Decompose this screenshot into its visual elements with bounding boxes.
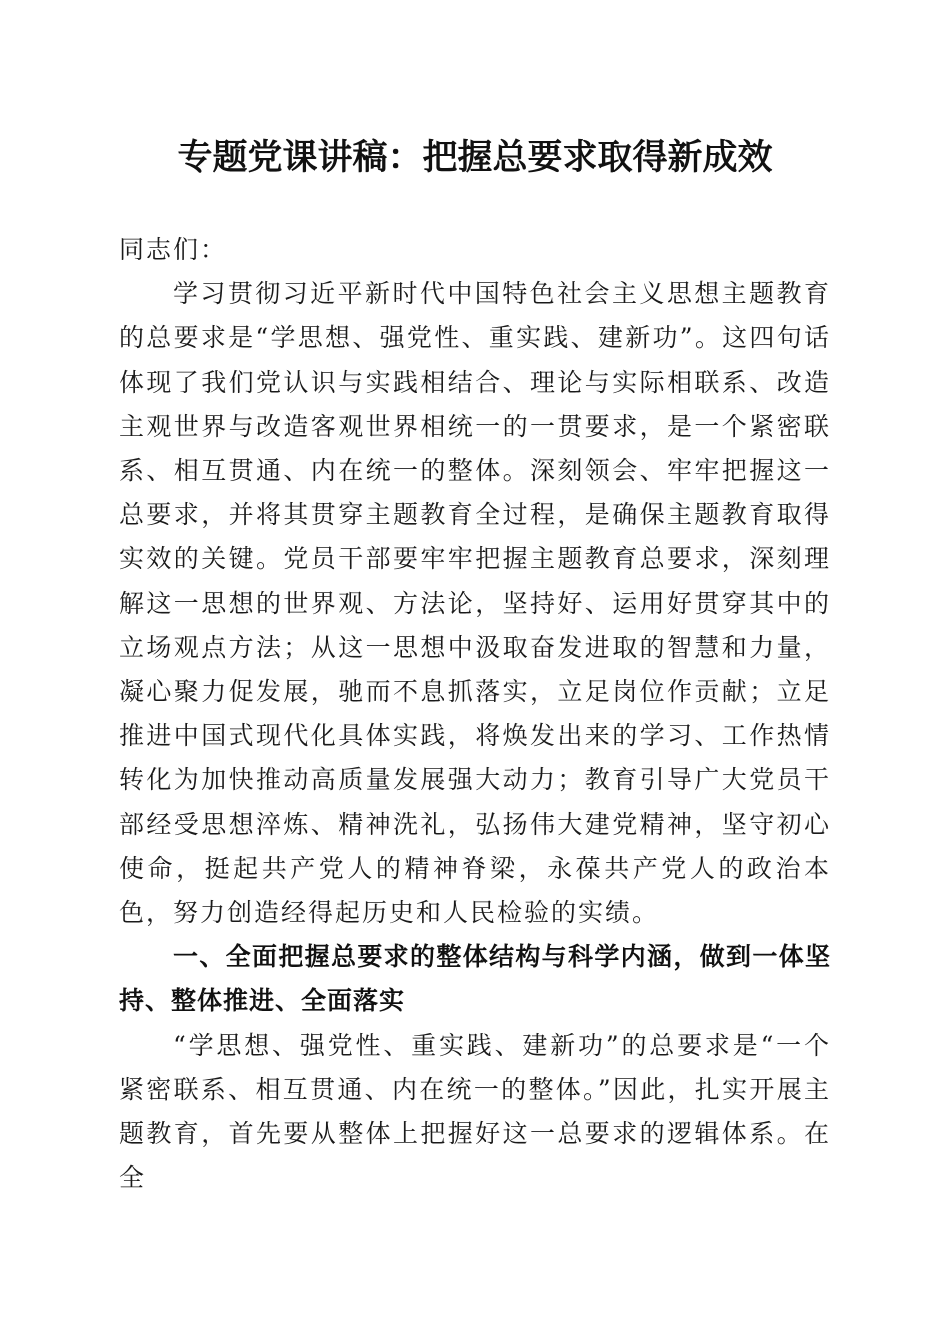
document-body (119, 228, 831, 1200)
greeting: 同志们： (119, 235, 228, 264)
body-paragraph: 学习贯彻习近平新时代中国特色社会主义思想主题教育的总要求是“学思想、强党性、重实践、建新功”。这四句话体现了我们党认识与实践相结合、理论与实际相联系、改造主观世界与改造客观世界相统一的一贯要求，是一个紧密联系、相互贯通、内在统一的整体。深刻领会、牢牢把握这一总要求，并将其贯穿主题教育全过程，是确保主题教育取得实效的关键。党员干部要牢牢把握主题教育总要求，深刻理解这一思想的世界观、方法论，坚持好、运用好贯穿其中的立场观点方法；从这一思想中汲取奋发进取的智慧和力量，凝心聚力促发展，驰而不息抓落实，立足岗位作贡献；立足推进中国式现代化具体实践，将焕发出来的学习、工作热情转化为加快推动高质量发展强大动力；教育引导广大党员干部经受思想淬炼、精神洗礼，弘扬伟大建党精神，坚守初心使命，挺起共产党人的精神脊梁，永葆共产党人的政治本色，努力创造经得起历史和人民检验的实绩。 (119, 279, 831, 928)
page-title: 专题党课讲稿：把握总要求取得新成效 (177, 137, 773, 178)
section-paragraph: “学思想、强党性、重实践、建新功”的总要求是“一个紧密联系、相互贯通、内在统一的整体。”因此，扎实开展主题教育，首先要从整体上把握好这一总要求的逻辑体系。在全 (119, 1030, 831, 1193)
section-heading: 一、全面把握总要求的整体结构与科学内涵，做到一体坚持、整体推进、全面落实 (119, 942, 831, 1016)
